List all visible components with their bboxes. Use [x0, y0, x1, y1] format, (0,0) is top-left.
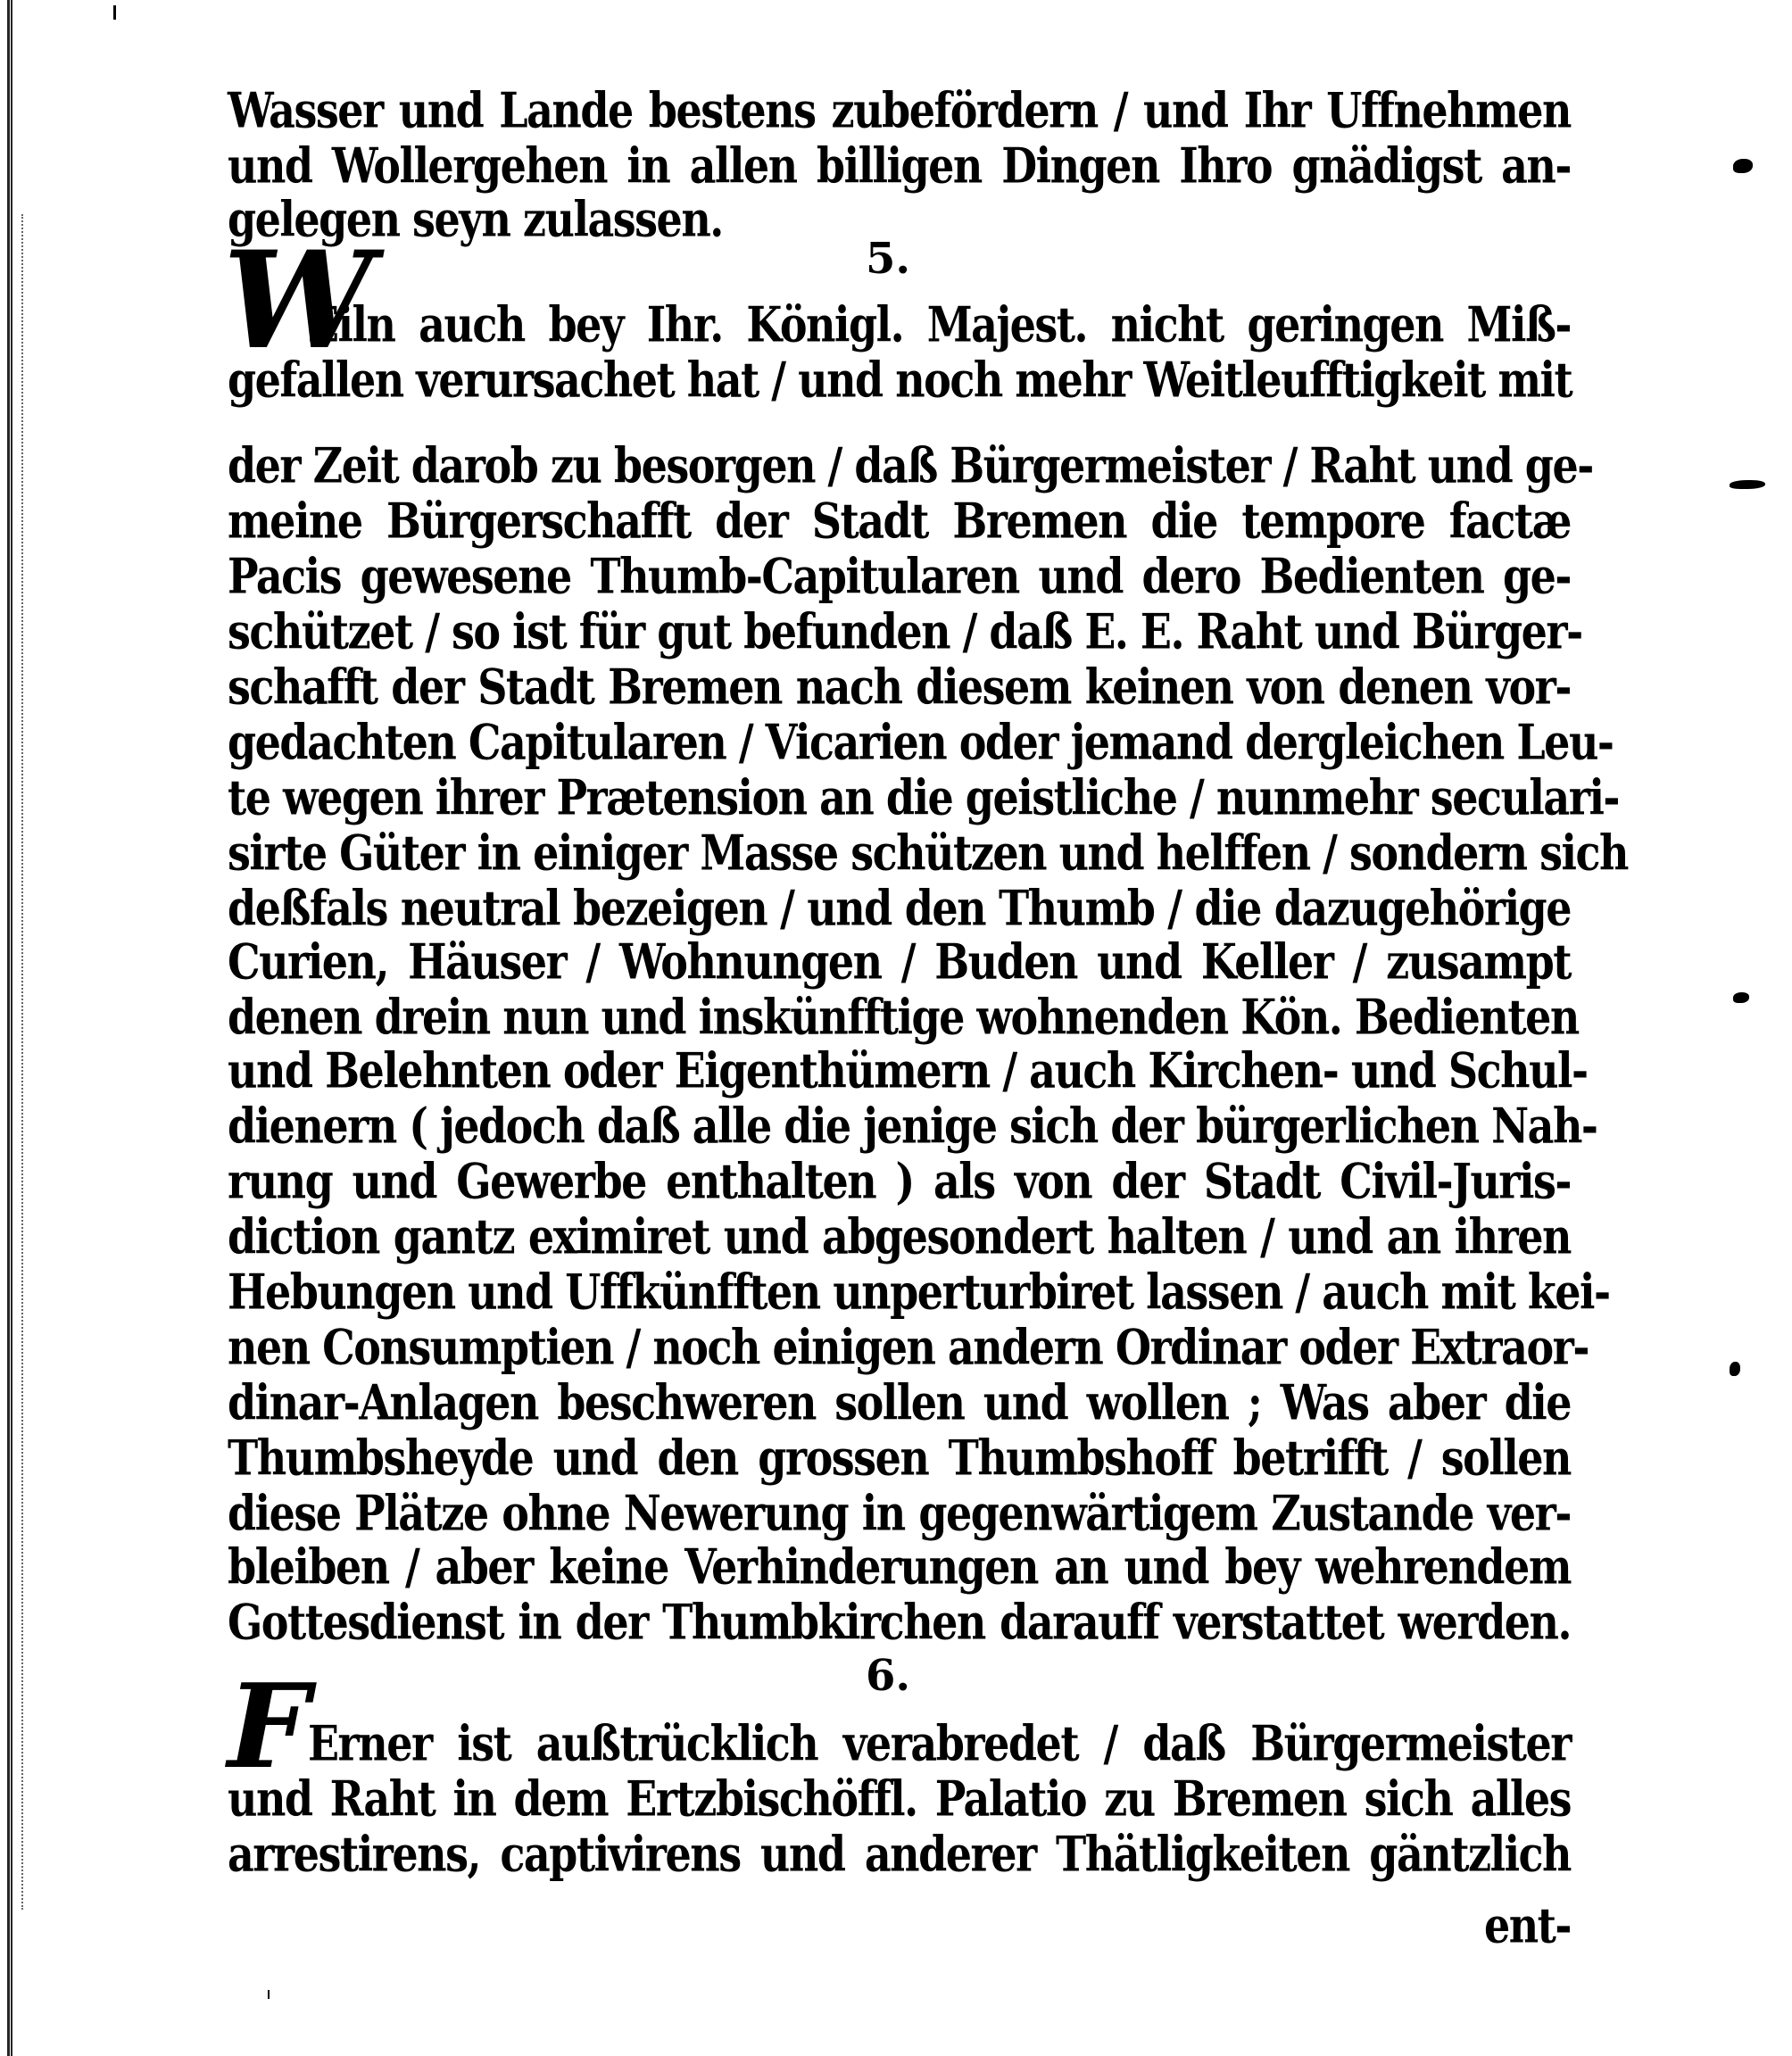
text-line: dinar-Anlagen beschweren sollen und wollen ; Was aber die [228, 1373, 1571, 1431]
text-line: Curien, Häuser / Wohnungen / Buden und Keller / zusampt [228, 933, 1571, 991]
text-line: und Belehnten oder Eigenthümern / auch Kirchen- und Schul- [228, 1041, 1588, 1099]
drop-cap: F [228, 1658, 311, 1795]
text-line: Wasser und Lande bestens zubefördern / und Ihr Uffnehmen [228, 81, 1571, 139]
text-line: schafft der Stadt Bremen nach diesem keinen von denen vor- [228, 658, 1571, 716]
text-line: arrestirens, captivirens und anderer Thätligkeiten gäntzlich [228, 1825, 1571, 1883]
text-line: gefallen verursachet hat / und noch mehr Weitleufftigkeit mit [228, 351, 1572, 409]
text-line: gedachten Capitularen / Vicarien oder jemand dergleichen Leu- [228, 713, 1614, 771]
text-line: te wegen ihrer Prætension an die geistliche / nunmehr seculari- [228, 768, 1620, 826]
text-line: nen Consumptien / noch einigen andern Ordinar oder Extraor- [228, 1318, 1589, 1376]
margin-ink-mark [1733, 159, 1753, 173]
text-line: Erner ist außtrücklich verabredet / daß Bürgermeister [308, 1714, 1571, 1772]
text-line: Gottesdienst in der Thumbkirchen darauff verstattet werden. [228, 1593, 1571, 1651]
text-line: deßfals neutral bezeigen / und den Thumb / die dazugehörige [228, 879, 1571, 937]
text-line: dienern ( jedoch daß alle die jenige sich der bürgerlichen Nah- [228, 1097, 1597, 1155]
text-line: schützet / so ist für gut befunden / daß E. E. Raht und Bürger- [228, 602, 1582, 660]
scan-speck [268, 1990, 270, 1999]
text-line: rung und Gewerbe enthalten ) als von der Stadt Civil-Juris- [228, 1152, 1571, 1210]
margin-ink-mark [1733, 992, 1749, 1003]
text-line: gelegen seyn zulassen. [228, 190, 723, 248]
text-line: und Raht in dem Ertzbischöffl. Palatio zu Bremen sich alles [228, 1770, 1571, 1828]
page-edge-shadow [21, 214, 23, 1910]
section-number: 5. [865, 234, 911, 284]
text-line: Thumbsheyde und den grossen Thumbshoff betrifft / sollen [228, 1429, 1571, 1487]
catchword: ent- [1483, 1896, 1571, 1954]
text-line: diese Plätze ohne Newerung in gegenwärtigem Zustande ver- [228, 1484, 1571, 1542]
text-line: denen drein nun und inskünfftige wohnenden Kön. Bedienten [228, 988, 1579, 1046]
text-line: Hebungen und Uffkünfften unperturbiret lassen / auch mit kei- [228, 1263, 1610, 1321]
page-binding-edge [7, 0, 12, 2056]
scan-speck [113, 5, 116, 20]
text-line: diction gantz eximiret und abgesondert halten / und an ihren [228, 1207, 1571, 1265]
margin-ink-mark [1730, 480, 1765, 489]
text-line: Eiln auch bey Ihr. Königl. Majest. nicht geringen Miß- [308, 295, 1571, 353]
text-line: der Zeit darob zu besorgen / daß Bürgermeister / Raht und ge- [228, 436, 1593, 494]
section-number: 6. [865, 1651, 911, 1701]
text-line: und Wollergehen in allen billigen Dingen Ihro gnädigst an- [228, 137, 1571, 195]
margin-ink-mark [1730, 1362, 1740, 1376]
drop-cap: W [223, 222, 374, 379]
text-line: bleiben / aber keine Verhinderungen an und bey wehrendem [228, 1538, 1571, 1596]
text-line: meine Bürgerschafft der Stadt Bremen die tempore factæ [228, 492, 1571, 550]
text-line: Pacis gewesene Thumb-Capitularen und dero Bedienten ge- [228, 547, 1571, 605]
text-line: sirte Güter in einiger Masse schützen und helffen / sondern sich [228, 824, 1628, 882]
